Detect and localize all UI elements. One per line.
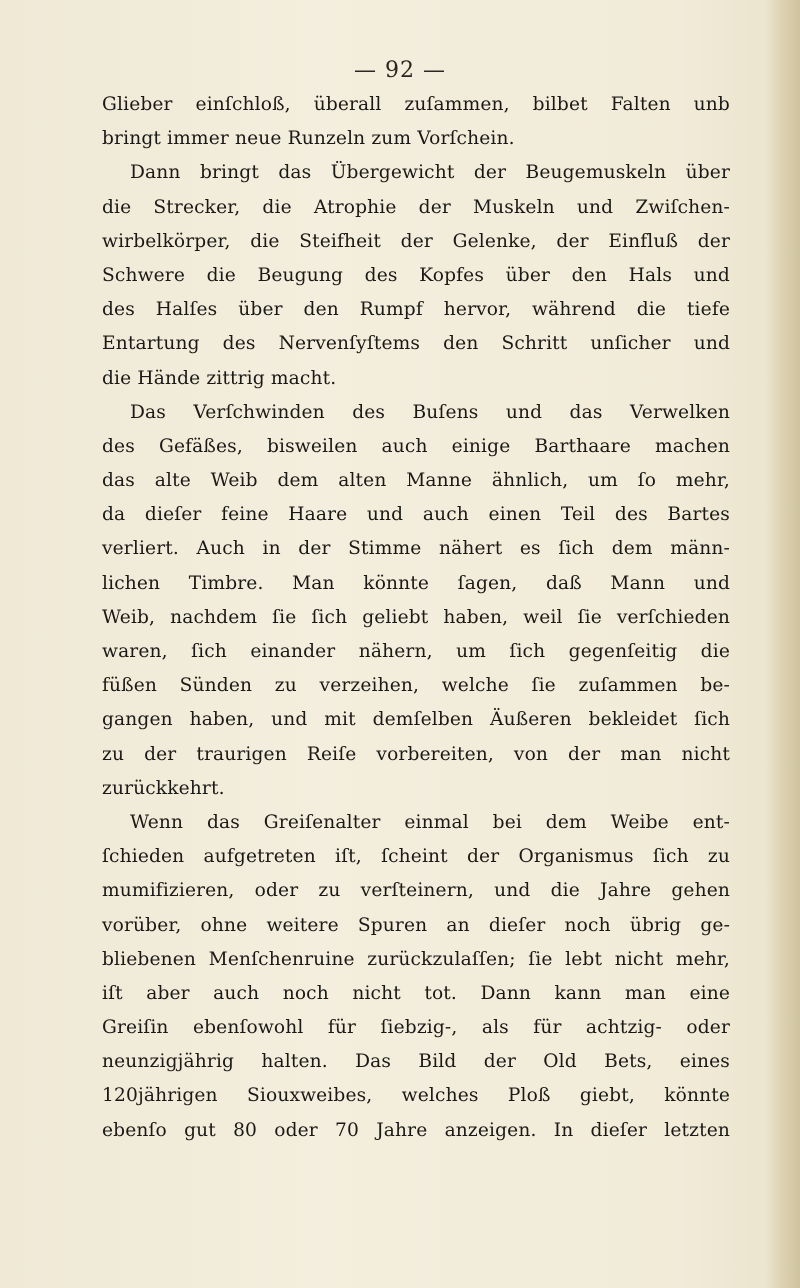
text-line: des Halſes über den Rumpf hervor, während die tiefe: [102, 299, 730, 321]
text-line: Wenn das Greiſenalter einmal bei dem Weibe ent-: [130, 811, 730, 833]
text-line: neunzigjährig halten. Das Bild der Old Bets, eines: [102, 1051, 730, 1073]
text-line: Weib, nachdem ſie ſich geliebt haben, weil ſie verſchieden: [102, 606, 730, 628]
text-line: wirbelkörper, die Steifheit der Gelenke, der Einfluß der: [102, 230, 730, 252]
text-line: 120jährigen Siouxweibes, welches Ploß giebt, könnte: [102, 1085, 730, 1107]
text-line: mumifizieren, oder zu verſteinern, und die Jahre gehen: [102, 880, 730, 902]
text-line: des Gefäßes, bisweilen auch einige Barthaare machen: [102, 435, 730, 457]
text-line: Glieber einſchloß, überall zuſammen, bilbet Falten unb: [102, 94, 730, 115]
body-text: [102, 88, 730, 1148]
text-line: bringt immer neue Runzeln zum Vorſchein.: [102, 128, 515, 150]
text-line: Dann bringt das Übergewicht der Beugemuskeln über: [130, 162, 730, 184]
text-line: ebenſo gut 80 oder 70 Jahre anzeigen. In dieſer letzten: [102, 1119, 730, 1141]
page-edge-shadow: [766, 0, 800, 1288]
text-line: zu der traurigen Reiſe vorbereiten, von der man nicht: [102, 743, 730, 765]
text-line: verliert. Auch in der Stimme nähert es ſich dem männ-: [102, 538, 730, 560]
text-line: Schwere die Beugung des Kopfes über den Hals und: [102, 264, 730, 286]
text-line: füßen Sünden zu verzeihen, welche ſie zuſammen be-: [102, 675, 730, 697]
text-line: da dieſer feine Haare und auch einen Teil des Bartes: [102, 504, 730, 526]
text-line: waren, ſich einander nähern, um ſich gegenſeitig die: [102, 641, 730, 662]
text-line: iſt aber auch noch nicht tot. Dann kann man eine: [102, 982, 730, 1004]
text-line: Greiſin ebenſowohl für ſiebzig-, als für achtzig- oder: [102, 1017, 730, 1039]
page-number: — 92 —: [354, 58, 446, 83]
text-line: Entartung des Nervenſyſtems den Schritt unſicher und: [102, 333, 730, 355]
text-line: vorüber, ohne weitere Spuren an dieſer noch übrig ge-: [102, 914, 730, 936]
text-line: das alte Weib dem alten Manne ähnlich, um ſo mehr,: [102, 470, 730, 492]
text-line: lichen Timbre. Man könnte ſagen, daß Mann und: [102, 572, 730, 594]
text-line: die Hände zittrig macht.: [102, 367, 337, 389]
text-line: die Strecker, die Atrophie der Muskeln und Zwiſchen-: [102, 196, 730, 218]
text-line: zurückkehrt.: [102, 777, 225, 799]
text-line: ſchieden aufgetreten iſt, ſcheint der Organismus ſich zu: [102, 846, 730, 868]
text-line: Das Verſchwinden des Buſens und das Verwelken: [130, 401, 730, 423]
text-line: bliebenen Menſchenruine zurückzulaſſen; ſie lebt nicht mehr,: [102, 948, 730, 970]
text-line: gangen haben, und mit demſelben Äußeren bekleidet ſich: [102, 709, 730, 731]
